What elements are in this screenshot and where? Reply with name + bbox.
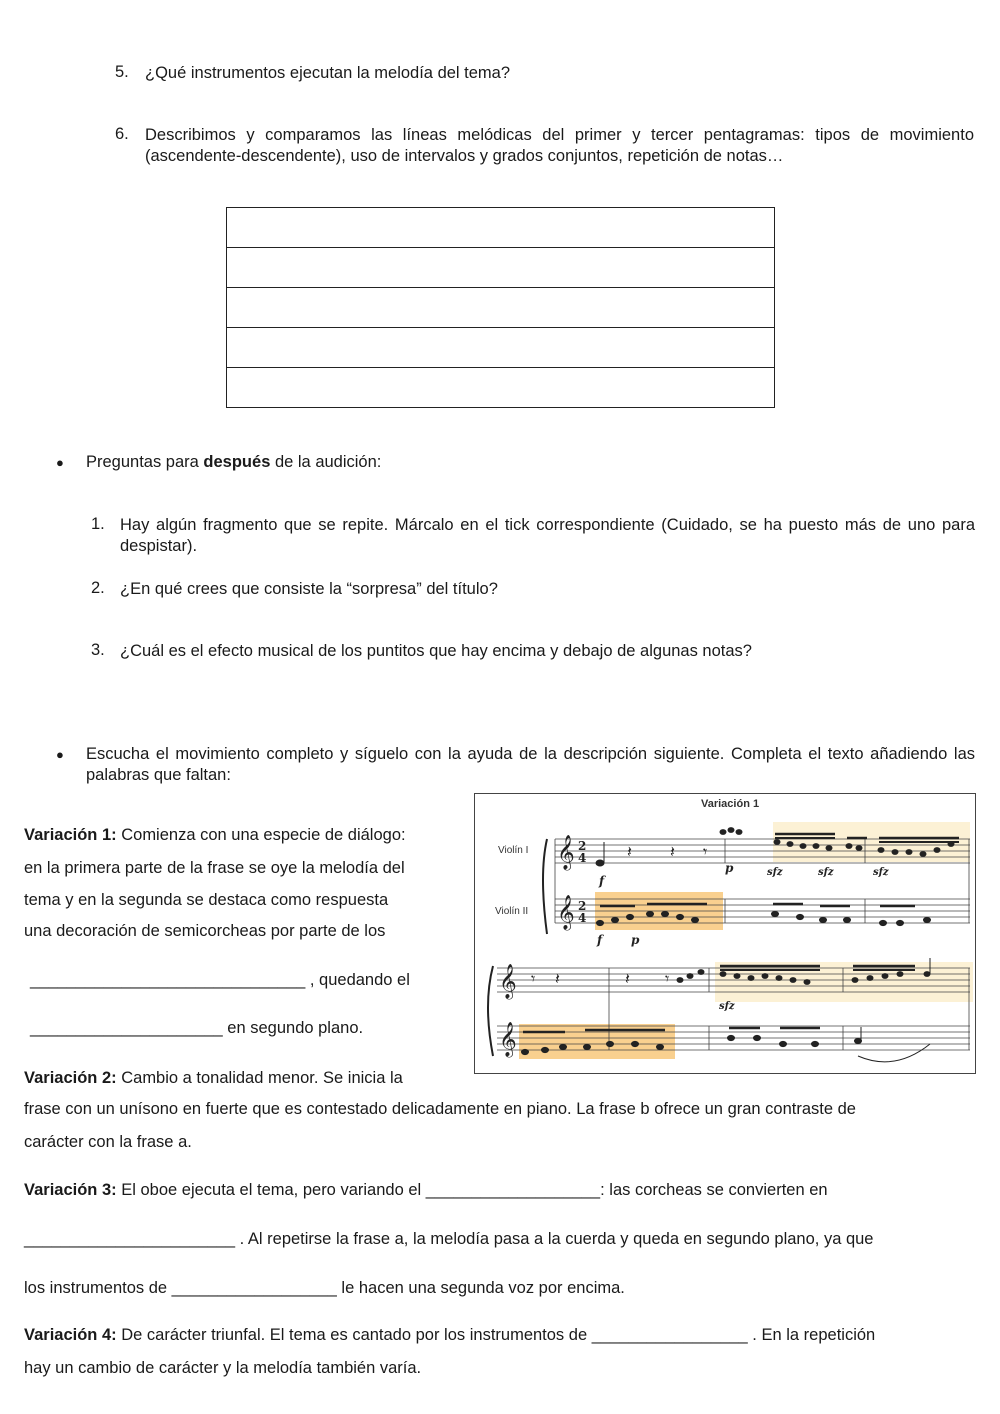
violin-1-label: Violín I [498,845,529,856]
variation-4-line-2: hay un cambio de carácter y la melodía también varía. [24,1359,422,1377]
dynamic-piano: p [631,933,640,947]
variation-1-line-4: una decoración de semicorcheas por parte de los [24,922,386,940]
violin-2-label: Violín II [495,906,529,917]
question-2-text: ¿En qué crees que consiste la “sorpresa” del título? [120,580,498,598]
treble-clef-icon: 𝄞 [499,964,517,999]
variation-3-line-2: _______________________ . Al repetirse la frase a, la melodía pasa a la cuerda y queda en segundo plano, ya que [24,1230,874,1248]
svg-text:𝄾: 𝄾 [665,969,670,988]
variation-1-line-2: en la primera parte de la frase se oye la melodía del [24,859,405,877]
variation-1-line-3: tema y en la segunda se destaca como respuesta [24,891,389,909]
score-image [474,793,976,1074]
svg-text:𝄽: 𝄽 [625,969,630,988]
question-3-text: ¿Cuál es el efecto musical de los puntitos que hay encima y debajo de algunas notas? [120,642,752,660]
question-5-number: 5. [115,63,129,81]
question-5-text: ¿Qué instrumentos ejecutan la melodía del tema? [145,64,511,82]
answer-row[interactable] [227,368,774,408]
time-signature-icon: 4 [578,851,587,865]
variation-2-line-3: carácter con la frase a. [24,1133,192,1151]
dynamic-sfz: sfz [873,867,889,878]
answer-row[interactable] [227,288,774,328]
svg-text:𝄽: 𝄽 [555,969,560,988]
dynamic-sfz: sfz [767,867,783,878]
answer-row[interactable] [227,248,774,288]
treble-clef-icon: 𝄞 [557,895,575,930]
answer-row[interactable] [227,208,774,248]
question-6-number: 6. [115,125,129,143]
dynamic-sfz: sfz [818,867,834,878]
treble-clef-icon: 𝄞 [499,1022,517,1057]
bullet-icon: ● [56,747,64,762]
bullet-icon: ● [56,455,64,470]
variation-1-line-5: ______________________________ , quedando el [30,971,410,989]
time-signature-icon: 4 [578,911,587,925]
svg-text:𝄾: 𝄾 [531,969,536,988]
treble-clef-icon: 𝄞 [557,835,575,870]
variation-1-line-1: Variación 1: Comienza con una especie de diálogo: [24,826,406,844]
blank-field[interactable]: _____________________ [30,1019,223,1037]
blank-field[interactable]: _________________ [591,1326,748,1344]
dynamic-piano: p [725,861,734,875]
score-title: Variación 1 [701,798,760,810]
listen-instruction: Escucha el movimiento completo y síguelo con la ayuda de la descripción siguiente. Completa el texto añadiendo las palabras que faltan: [86,745,975,784]
svg-text:𝄾: 𝄾 [703,842,708,861]
svg-text:𝄽: 𝄽 [627,842,632,861]
variation-3-line-3: los instrumentos de __________________ le hacen una segunda voz por encima. [24,1279,625,1297]
time-signature-icon: 2 [578,839,587,853]
answer-table [226,207,775,408]
question-1-text: Hay algún fragmento que se repite. Márcalo en el tick correspondiente (Cuidado, se ha puesto más de uno para despistar). [120,516,975,555]
blank-field[interactable]: ___________________ [425,1181,601,1199]
variation-2-line-1: Variación 2: Cambio a tonalidad menor. Se inicia la [24,1069,403,1087]
blank-field[interactable]: ______________________________ [30,971,306,989]
variation-1-line-6: _____________________ en segundo plano. [30,1019,364,1037]
blank-field[interactable]: _______________________ [24,1230,236,1248]
after-listening-heading: Preguntas para después de la audición: [86,453,382,471]
question-2-number: 2. [91,579,105,597]
answer-row[interactable] [227,328,774,368]
variation-4-line-1: Variación 4: De carácter triunfal. El tema es cantado por los instrumentos de _________________ . En la repetición [24,1326,876,1344]
question-1-number: 1. [91,515,105,533]
variation-2-line-2: frase con un unísono en fuerte que es contestado delicadamente en piano. La frase b ofrece un gran contraste de [24,1100,856,1118]
blank-field[interactable]: __________________ [171,1279,337,1297]
question-3-number: 3. [91,641,105,659]
time-signature-icon: 2 [578,899,587,913]
variation-3-line-1: Variación 3: El oboe ejecuta el tema, pero variando el ___________________: las corcheas se convierten en [24,1181,828,1199]
question-6-text: Describimos y comparamos las líneas melódicas del primer y tercer pentagramas: tipos de movimiento (ascendente-descendente), uso de intervalos y grados conjuntos, repetición de notas… [145,126,974,165]
dynamic-sfz: sfz [719,1001,735,1012]
dynamic-forte: f [599,874,605,888]
dynamic-forte: f [597,933,603,947]
svg-text:𝄽: 𝄽 [670,842,675,861]
